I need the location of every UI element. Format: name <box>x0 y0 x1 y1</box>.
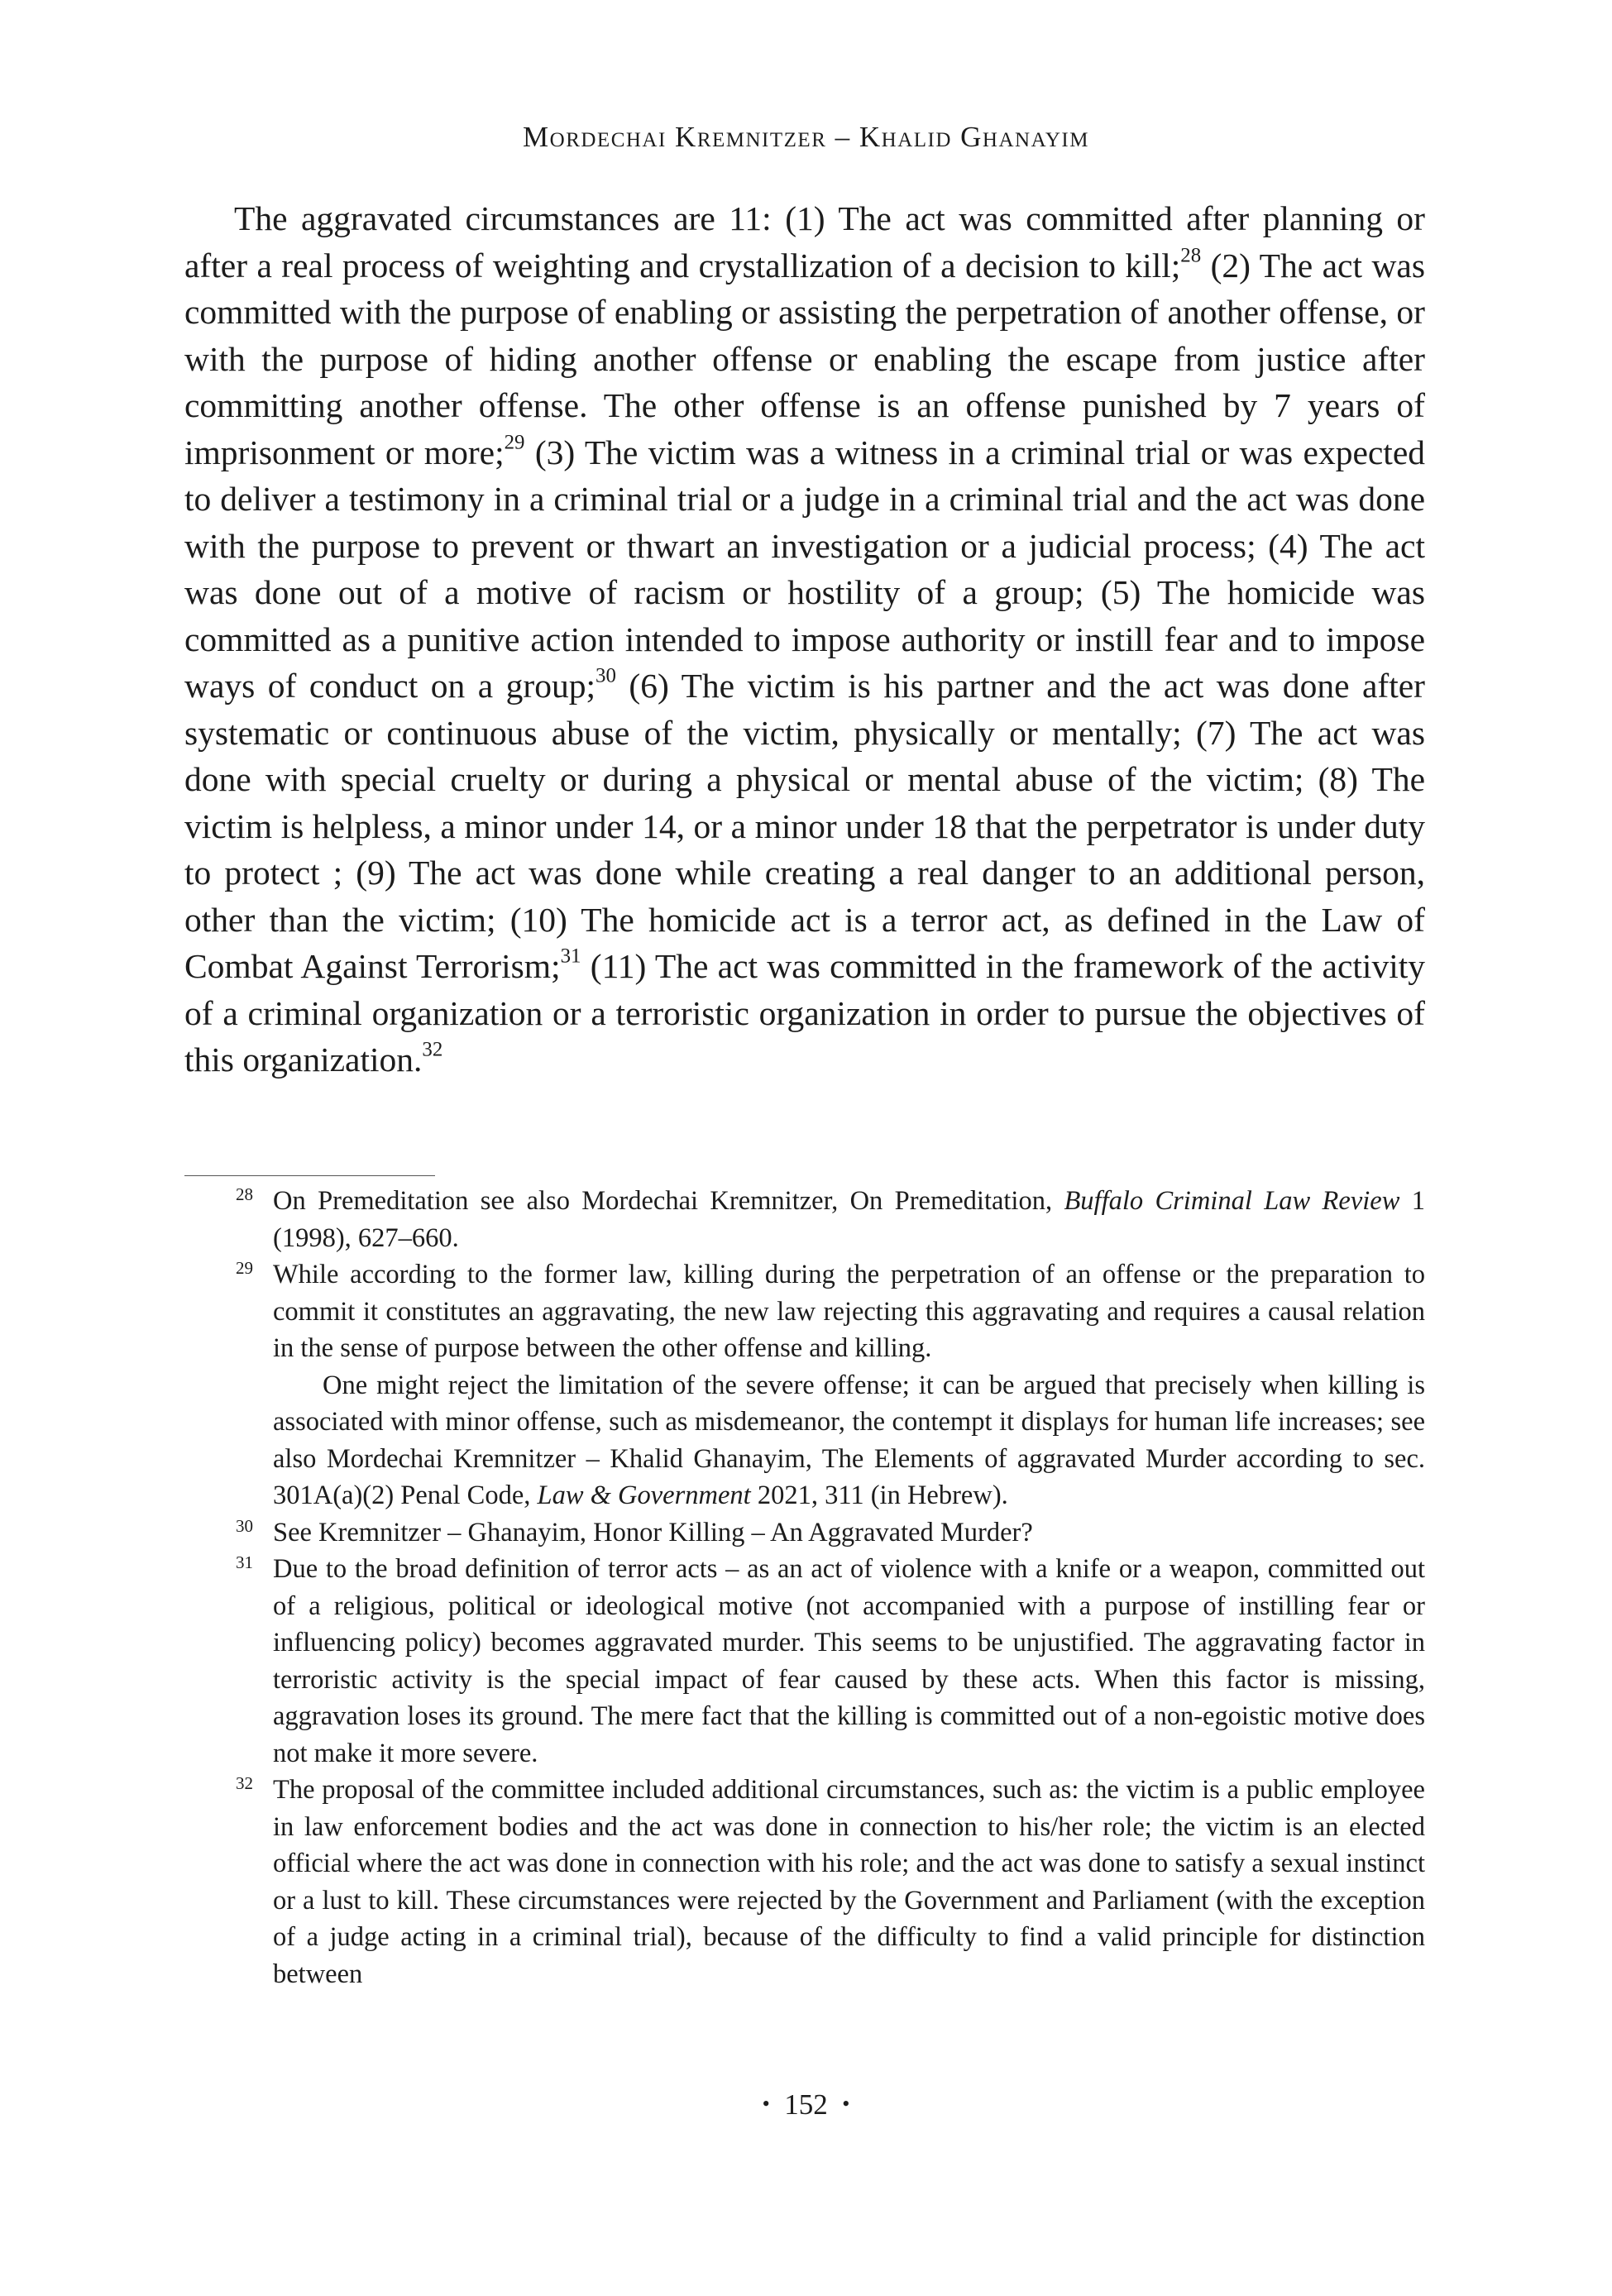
footnote-text-segment: On Premeditation see also Mordechai Kremnitzer, On Premeditation, <box>273 1186 1064 1216</box>
page-number: 152 <box>784 2088 828 2121</box>
footnote-text-segment: 1 (1998), 627–660. <box>273 1186 1426 1253</box>
page-number-footer <box>0 2088 1612 2121</box>
footnote-text <box>273 1367 1425 1514</box>
footnote-number: 29 <box>236 1258 253 1278</box>
journal-title: Buffalo Criminal Law Review <box>1064 1186 1400 1216</box>
footnote-ref-31[interactable]: 31 <box>560 945 581 968</box>
footnote-ref-32[interactable]: 32 <box>422 1038 443 1061</box>
footnote-number: 32 <box>236 1773 253 1793</box>
footnote-31 <box>184 1551 1425 1772</box>
running-head: Mordechai Kremnitzer – Khalid Ghanayim <box>523 121 1089 153</box>
footnote-text: See Kremnitzer – Ghanayim, Honor Killing – An Aggravated Murder? <box>273 1517 1033 1547</box>
bullet-icon: • <box>762 2092 770 2116</box>
body-segment: (6) The victim is his partner and the act was done after systematic or continuous abuse of the victim, physically or mentally; (7) The act was done with special cruelty or during a physical or mental abuse of the victim; (8) The victim is helpless, a minor under 14, or a minor under 18 that the perpetrator is under duty to protect ; (9) The act was done while creating a real danger to an additional person, other than the victim; (10) The homicide act is a terror act, as defined in the Law of Combat Against Terrorism; <box>184 667 1426 985</box>
footnote-text: The proposal of the committee included additional circumstances, such as: the victim is a public employee in law enforcement bodies and the act was done in connection to his/her role; the victim is an elected official where the act was done in connection with his role; and the act was done to satisfy a sexual instinct or a lust to kill. These circumstances were rejected by the Government and Parliament (with the exception of a judge acting in a criminal trial), because of the difficulty to find a valid principle for distinction between <box>273 1775 1425 1989</box>
footnote-number: 31 <box>236 1552 253 1572</box>
journal-title: Law & Government <box>537 1480 751 1510</box>
body-segment: (3) The victim was a witness in a criminal trial or was expected to deliver a testimony in a criminal trial or a judge in a criminal trial and the act was done with the purpose to prevent or thwart an investigation or a judicial process; (4) The act was done out of a motive of racism or hostility of a group; (5) The homicide was committed as a punitive action intended to impose authority or instill fear and to impose ways of conduct on a group; <box>184 433 1425 705</box>
footnote-ref-28[interactable]: 28 <box>1180 243 1202 266</box>
footnote-text-segment: 2021, 311 (in Hebrew). <box>750 1480 1008 1510</box>
footnote-text-segment: One might reject the limitation of the severe offense; it can be argued that precisely when killing is associated with minor offense, such as misdemeanor, the contempt it displays for human life increases; see also Mordechai Kremnitzer – Khalid Ghanayim, The Elements of aggravated Murder according to sec. 301A(a)(2) Penal Code, <box>273 1370 1425 1510</box>
footnote-text: Due to the broad definition of terror acts – as an act of violence with a knife or a weapon, committed out of a religious, political or ideological motive (not accompanied with a purpose of instilling fear or influencing policy) becomes aggravated murder. This seems to be unjustified. The aggravating factor in terroristic activity is the special impact of fear caused by these acts. When this factor is missing, aggravation loses its ground. The mere fact that the killing is committed out of a non-egoistic motive does not make it more severe. <box>273 1554 1425 1768</box>
footnote-number: 28 <box>236 1184 253 1204</box>
footnote-separator <box>184 1175 435 1176</box>
main-paragraph <box>184 195 1425 1083</box>
footnote-32 <box>184 1772 1425 1992</box>
footnote-28 <box>184 1183 1425 1256</box>
footnote-30 <box>184 1514 1425 1552</box>
body-segment: (11) The act was committed in the framework of the activity of a criminal organization or a terroristic organization in order to pursue the objectives of this organization. <box>184 947 1425 1079</box>
body-segment: The aggravated circumstances are 11: (1) The act was committed after planning or after a real process of weighting and crystallization of a decision to kill; <box>184 199 1425 285</box>
footnote-29 <box>184 1256 1425 1514</box>
footnote-ref-29[interactable]: 29 <box>504 430 525 453</box>
footnote-text <box>273 1183 1425 1256</box>
footnotes <box>184 1183 1425 1992</box>
footnote-text: While according to the former law, killing during the perpetration of an offense or the preparation to commit it constitutes an aggravating, the new law rejecting this aggravating and requires a causal relation in the sense of purpose between the other offense and killing. <box>273 1260 1425 1363</box>
body-segment: (2) The act was committed with the purpose of enabling or assisting the perpetration of another offense, or with the purpose of hiding another offense or enabling the escape from justice after committing another offense. The other offense is an offense punished by 7 years of imprisonment or more; <box>184 246 1425 471</box>
footnote-ref-30[interactable]: 30 <box>596 664 616 687</box>
footnote-number: 30 <box>236 1515 253 1536</box>
bullet-icon: • <box>842 2092 850 2116</box>
